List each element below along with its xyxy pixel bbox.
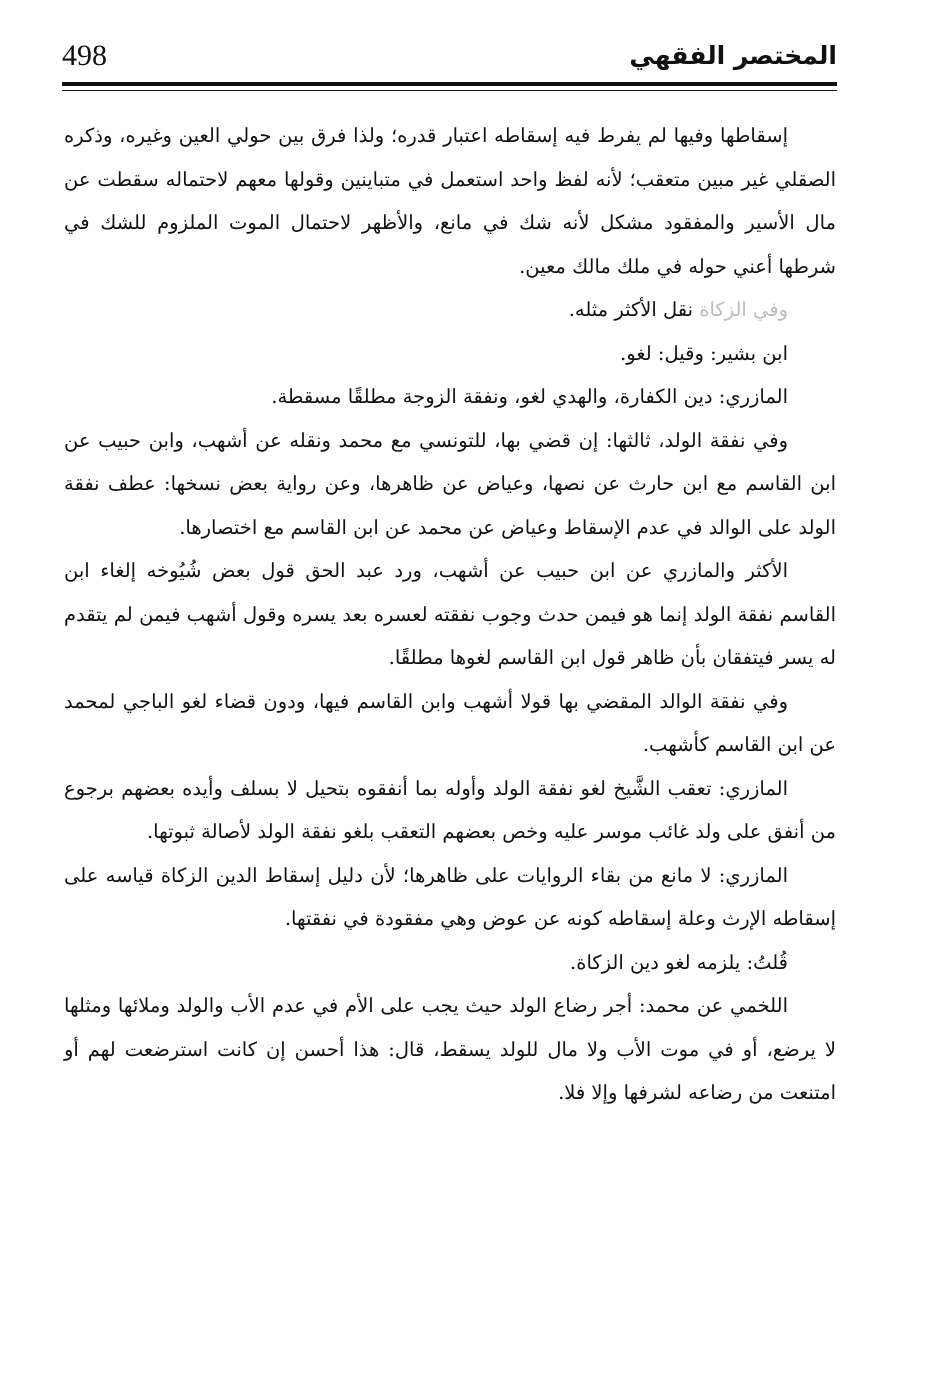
- header-rule-thin: [62, 90, 837, 91]
- paragraph: المازري: لا مانع من بقاء الروايات على ظاهرها؛ لأن دليل إسقاط الدين الزكاة قياسه على إسقاطه الإرث وعلة إسقاطه كونه عن عوض وهي مفقودة في نفقتها.: [64, 863, 836, 930]
- paragraph: [64, 288, 836, 332]
- paragraph: وفي نفقة الوالد المقضي بها قولا أشهب وابن القاسم فيها، ودون قضاء لغو الباجي لمحمد عن ابن القاسم كأشهب.: [64, 689, 836, 756]
- paragraph: قُلتُ: يلزمه لغو دين الزكاة.: [570, 950, 788, 974]
- page-number: 498: [62, 39, 107, 72]
- paragraph: الأكثر والمازري عن ابن حبيب عن أشهب، ورد عبد الحق قول بعض شُيُوخه إلغاء ابن القاسم نفقة الولد إنما هو فيمن حدث وجوب نفقته لعسره بعد يسره وقول أشهب فيمن لم يتقدم له يسر فيتفقان بأن ظاهر قول ابن القاسم لغوها مطلقًا.: [64, 559, 836, 669]
- paragraph: ابن بشير: وقيل: لغو.: [620, 341, 788, 365]
- running-title: المختصر الفقهي: [629, 41, 837, 70]
- paragraph: اللخمي عن محمد: أجر رضاع الولد حيث يجب على الأم في عدم الأب والولد وملائها ومثلها لا يرضع، أو في موت الأب ولا مال للولد يسقط، قال: هذا أحسن إن كانت استرضعت لهم أو امتنعت من رضاعه لشرفها وإلا فلا.: [64, 994, 836, 1104]
- paragraph: المازري: دين الكفارة، والهدي لغو، ونفقة الزوجة مطلقًا مسقطة.: [271, 385, 788, 408]
- paragraph: المازري: تعقب الشَّيخ لغو نفقة الولد وأوله بما أنفقوه بتحيل لا بسلف وأيده بعضهم برجوع من أنفق على ولد غائب موسر عليه وخص بعضهم التعقب بلغو نفقة الولد لأصالة ثبوتها.: [64, 776, 836, 843]
- page-header: [62, 36, 837, 88]
- paragraph: إسقاطها وفيها لم يفرط فيه إسقاطه اعتبار قدره؛ ولذا فرق بين حولي العين وغيره، وذكره الصقلي غير مبين متعقب؛ لأنه لفظ واحد استعمل في متباينين وقولها معهم لاحتماله سقطت عن مال الأسير والمفقود مشكل لأنه شك في مانع، والأظهر لاحتمال الموت الملزوم للشك في شرطها أعني حوله في ملك مالك معين.: [64, 124, 836, 278]
- paragraph-text: نقل الأكثر مثله.: [568, 298, 700, 321]
- faint-text: وفي الزكاة: [699, 298, 788, 321]
- body-text: [64, 114, 836, 1115]
- paragraph: وفي نفقة الولد، ثالثها: إن قضي بها، للتونسي مع محمد ونقله عن أشهب، وابن حبيب عن ابن القاسم مع ابن حارث عن نصها، وعياض عن ظاهرها، وعن رواية بعض نسخها: عطف نفقة الولد على الوالد في عدم الإسقاط وعياض عن محمد عن ابن القاسم مع اختصارها.: [64, 428, 836, 539]
- header-rule-thick: [62, 82, 837, 86]
